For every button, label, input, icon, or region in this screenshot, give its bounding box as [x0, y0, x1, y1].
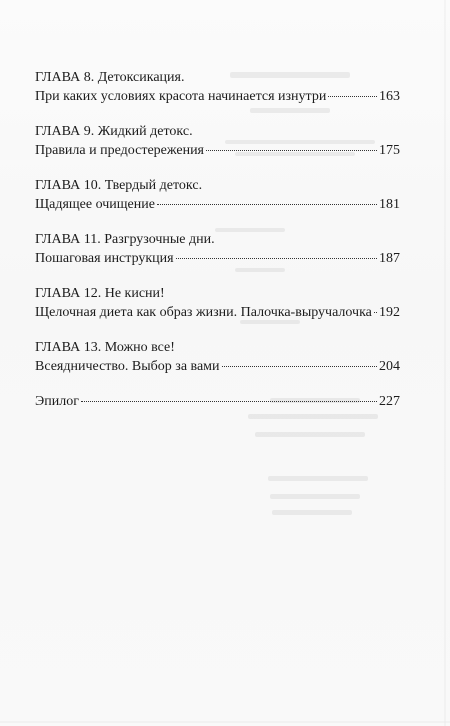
chapter-title: ГЛАВА 10. Твердый детокс. — [35, 178, 203, 193]
dot-leader — [157, 203, 377, 205]
page-number: 204 — [379, 359, 400, 374]
toc-entry-chapter-10 — [35, 176, 400, 214]
chapter-title: ГЛАВА 11. Разгрузочные дни. — [35, 232, 215, 247]
page-number: 187 — [379, 251, 400, 266]
page-number: 163 — [379, 89, 400, 104]
toc-entry-chapter-13 — [35, 338, 400, 376]
toc-row — [35, 87, 400, 106]
chapter-title: ГЛАВА 12. Не кисни! — [35, 286, 165, 301]
toc-entry-epilogue — [35, 392, 400, 411]
chapter-subtitle: Всеядничество. Выбор за вами — [35, 359, 220, 374]
chapter-title: ГЛАВА 8. Детоксикация. — [35, 70, 185, 85]
page-number: 227 — [379, 394, 400, 409]
toc-row — [35, 303, 400, 322]
dot-leader — [374, 311, 377, 313]
chapter-subtitle: Правила и предостережения — [35, 143, 204, 158]
toc-entry-chapter-9 — [35, 122, 400, 160]
page-number: 192 — [379, 305, 400, 320]
page-number: 175 — [379, 143, 400, 158]
toc-row — [35, 357, 400, 376]
dot-leader — [222, 365, 377, 367]
chapter-subtitle: Щелочная диета как образ жизни. Палочка-выручалочка — [35, 305, 372, 320]
toc-row — [35, 195, 400, 214]
toc-entry-chapter-11 — [35, 230, 400, 268]
chapter-subtitle: Пошаговая инструкция — [35, 251, 174, 266]
dot-leader — [81, 400, 377, 402]
toc-row — [35, 392, 400, 411]
dot-leader — [328, 95, 377, 97]
chapter-title: ГЛАВА 9. Жидкий детокс. — [35, 124, 193, 139]
chapter-subtitle: Щадящее очищение — [35, 197, 155, 212]
dot-leader — [206, 149, 377, 151]
page-number: 181 — [379, 197, 400, 212]
toc-entry-chapter-12 — [35, 284, 400, 322]
table-of-contents — [35, 68, 400, 427]
epilogue-label: Эпилог — [35, 394, 79, 409]
dot-leader — [176, 257, 377, 259]
chapter-subtitle: При каких условиях красота начинается изнутри — [35, 89, 327, 104]
toc-row — [35, 141, 400, 160]
toc-entry-chapter-8 — [35, 68, 400, 106]
toc-row — [35, 249, 400, 268]
chapter-title: ГЛАВА 13. Можно все! — [35, 340, 175, 355]
